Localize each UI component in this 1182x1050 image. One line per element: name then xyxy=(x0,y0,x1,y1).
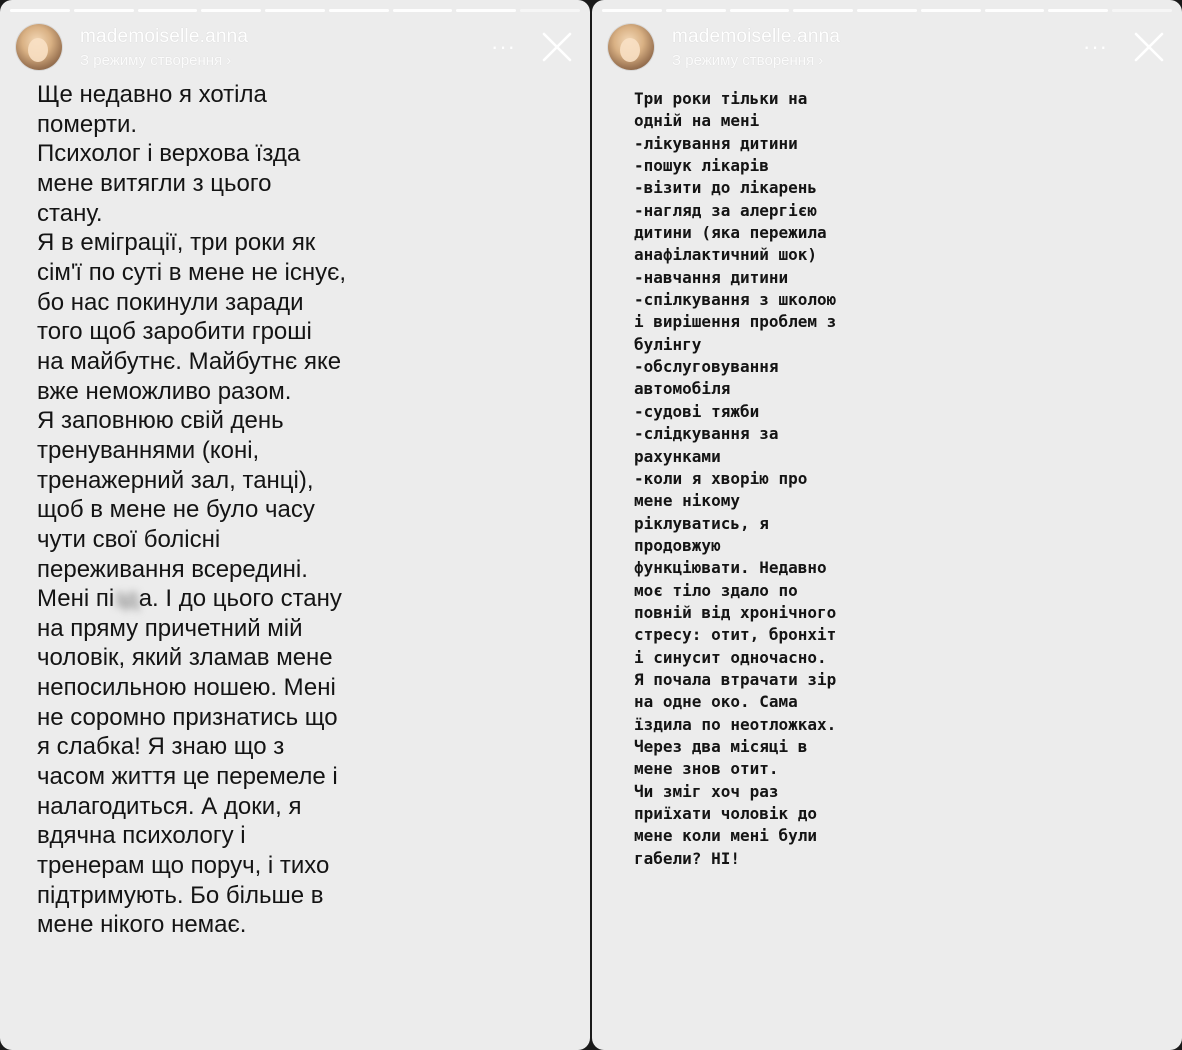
progress-segment xyxy=(329,9,389,12)
progress-segment xyxy=(730,9,790,12)
story-text-left xyxy=(37,80,377,940)
story-text-part: Ще недавно я хотіла померти. Психолог і верхова їзда мене витягли з цього стану. Я в еміграції, три роки як сім'ї по суті в мене не існує, бо нас покинули заради того щоб заробити гроші на майбутнє. Майбутнє яке вже неможливо разом. Я заповнюю свій день тренуваннями (коні, тренажерний зал, танці), щоб в мене не було часу чути свої болісні переживання всередині. Мені пі xyxy=(37,81,347,613)
close-icon[interactable] xyxy=(540,30,574,64)
story-subtitle[interactable] xyxy=(672,52,823,69)
story-header xyxy=(16,22,574,74)
story-text-part: а. І до цього стану на пряму причетний мій чоловік, який зламав мене непосильною ношею. Мені не соромно признатись що я слабка! Я знаю що з часом життя це перемеле і налагодиться. А доки, я вдячна психологу і тренерам що поруч, і тихо підтримують. Бо більше в мене нікого немає. xyxy=(37,585,342,939)
more-options-icon[interactable]: ··· xyxy=(491,34,516,59)
progress-segment xyxy=(1112,9,1172,12)
story-progress-bar xyxy=(602,9,1172,12)
close-icon[interactable] xyxy=(1132,30,1166,64)
username[interactable]: mademoiselle.anna xyxy=(80,26,249,47)
chevron-right-icon: › xyxy=(226,52,232,69)
blurred-word: зд xyxy=(114,585,139,613)
progress-segment xyxy=(74,9,134,12)
progress-segment xyxy=(520,9,580,12)
progress-segment xyxy=(602,9,662,12)
story-subtitle[interactable] xyxy=(80,52,231,69)
progress-segment xyxy=(921,9,981,12)
avatar[interactable] xyxy=(608,24,654,70)
story-text-right: Три роки тільки на одній на мені -лікування дитини -пошук лікарів -візити до лікарень -нагляд за алергією дитини (яка пережила анафілактичний шок) -навчання дитини -спілкування з школою і вирішення проблем з булінгу -обслуговування автомобіля -судові тяжби -слідкування за рахунками -коли я хворію про мене нікому pіклуватись, я продовжую функціювати. Недавно моє тіло здало по повній від хронічного стресу: отит, бронхіт і синусит одночасно. Я почала втрачати зір на одне око. Сама їздила по неотложках. Через два місяці в мене знов отит. Чи зміг хоч раз приїхати чоловік до мене коли мені були габели? НІ! xyxy=(634,89,837,868)
progress-segment xyxy=(456,9,516,12)
username[interactable]: mademoiselle.anna xyxy=(672,26,841,47)
progress-segment xyxy=(265,9,325,12)
story-progress-bar xyxy=(10,9,580,12)
progress-segment xyxy=(138,9,198,12)
progress-segment xyxy=(1048,9,1108,12)
subtitle-label: З режиму створення xyxy=(80,52,223,69)
progress-segment xyxy=(985,9,1045,12)
more-options-icon[interactable]: ··· xyxy=(1083,34,1108,59)
progress-segment xyxy=(201,9,261,12)
avatar[interactable] xyxy=(16,24,62,70)
subtitle-label: З режиму створення xyxy=(672,52,815,69)
chevron-right-icon: › xyxy=(818,52,824,69)
progress-segment xyxy=(857,9,917,12)
story-header xyxy=(608,22,1166,74)
progress-segment xyxy=(793,9,853,12)
progress-segment xyxy=(10,9,70,12)
progress-segment xyxy=(666,9,726,12)
progress-segment xyxy=(393,9,453,12)
